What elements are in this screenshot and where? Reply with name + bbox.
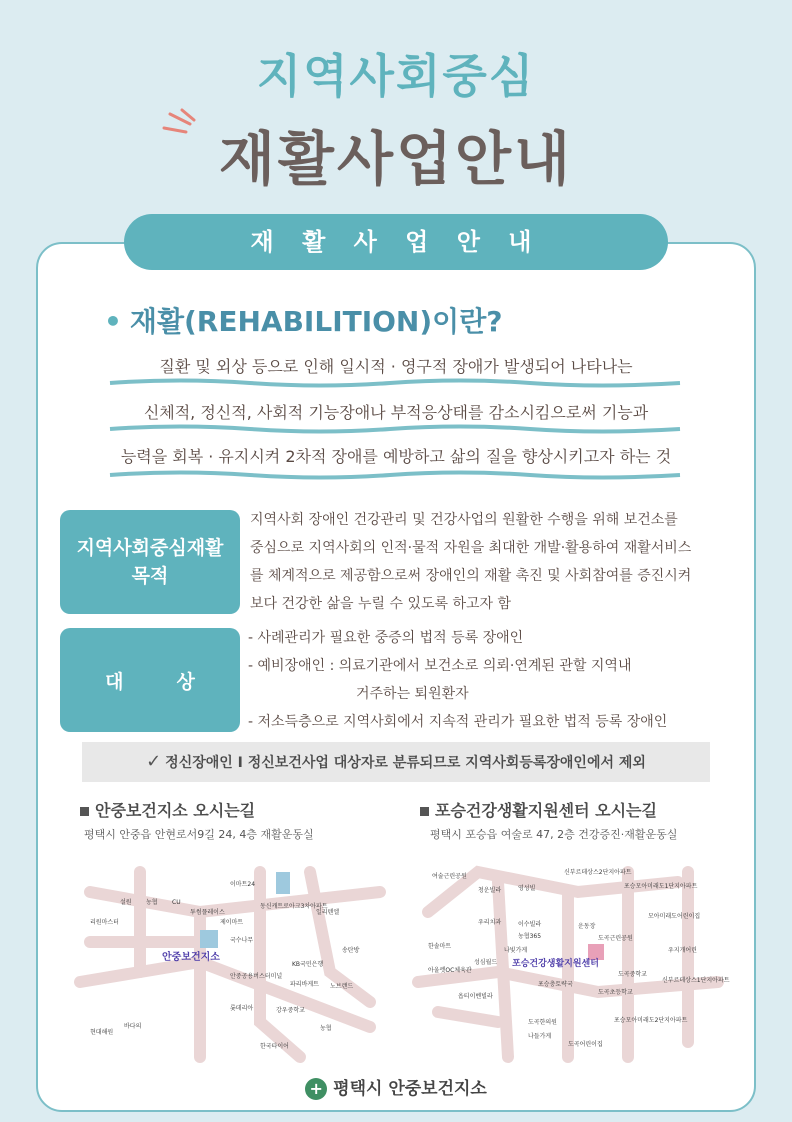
map-label: 도곡한의원 <box>528 1019 557 1026</box>
map-label: 도곡근린공원 <box>598 935 633 942</box>
map-label: 포승모아미래도1단지아파트 <box>624 883 698 890</box>
directions-address-poseung: 평택시 포승읍 여술로 47, 2층 건강증진·재활운동실 <box>430 828 678 841</box>
target-line: - 저소득층으로 지역사회에서 지속적 관리가 필요한 법적 등록 장애인 <box>248 714 668 730</box>
target-text <box>248 624 738 736</box>
map-label: 신부르데상스1단지아파트 <box>662 977 730 984</box>
rehab-heading-text: 재활(REHABILITION)이란? <box>129 305 503 338</box>
purpose-line: 보다 건강한 삶을 누릴 수 있도록 하고자 함 <box>250 596 512 612</box>
map-label: 한국타이어 <box>260 1043 289 1050</box>
map-label: 나빛가게 <box>504 947 528 954</box>
map-label: 설원 <box>120 899 132 906</box>
underline-wave <box>110 378 680 388</box>
map-label: 도곡어린이집 <box>568 1041 603 1048</box>
map-anjung <box>80 852 380 1057</box>
map-label: 파리바게트 <box>290 981 319 988</box>
map-highlight: 안중보건지소 <box>162 952 220 963</box>
bullet: • <box>104 305 122 338</box>
health-center-logo-icon: + <box>305 1078 327 1100</box>
map-label: 운동장 <box>578 923 596 930</box>
square-bullet-icon <box>80 807 89 816</box>
directions-title-anjung <box>80 798 255 821</box>
square-bullet-icon <box>420 807 429 816</box>
map-label: 농협 <box>146 899 158 906</box>
map-label: 송탄방 <box>342 947 360 954</box>
map-label: 한솔마트 <box>428 943 452 950</box>
rehab-line-3: 능력을 회복 · 유지시켜 2차적 장애를 예방하고 삶의 질을 향상시키고자 하는 것 <box>120 447 672 466</box>
map-label: 도곡초등학교 <box>598 989 633 996</box>
map-label: 청운빌라 <box>478 887 502 894</box>
map-label: 여술근린공원 <box>432 873 467 880</box>
directions-title-text: 안중보건지소 오시는길 <box>95 801 256 820</box>
page-title-line1: 지역사회중심 <box>256 49 536 103</box>
map-label: 영성빌 <box>518 885 536 892</box>
map-label: 노브랜드 <box>330 983 354 990</box>
map-label: 우지개어린 <box>668 947 697 954</box>
map-highlight: 포승건강생활지원센터 <box>512 959 599 969</box>
directions-address-anjung: 평택시 안중읍 안현로서9길 24, 4층 재활운동실 <box>84 828 314 841</box>
purpose-line: 중심으로 지역사회의 인적·물적 자원을 최대한 개발·활용하여 재활서비스 <box>250 540 692 556</box>
directions-title-text: 포승건강생활지원센터 오시는길 <box>435 801 657 820</box>
map-label: 포승모아미래도2단지아파트 <box>614 1017 688 1024</box>
rehab-line-2: 신체적, 정신적, 사회적 기능장애나 부적응상태를 감소시킴으로써 기능과 <box>143 403 649 422</box>
target-line: - 예비장애인 : 의료기관에서 보건소로 의뢰·연계된 관할 지역내 <box>248 658 632 674</box>
map-label: 신부르데상스2단지아파트 <box>564 869 632 876</box>
page-title-line2: 재활사업안내 <box>218 125 574 193</box>
section-banner: 재 활 사 업 안 내 <box>124 214 668 270</box>
exclusion-note-text: 정신장애인 I 정신보건사업 대상자로 분류되므로 지역사회등록장애인에서 제외 <box>165 755 646 771</box>
map-label: 안중공용버스터미널 <box>230 973 283 980</box>
map-label: 현대해원 <box>90 1029 114 1036</box>
map-label: 농협 <box>320 1025 332 1032</box>
map-label: 국수나무 <box>230 937 254 944</box>
footer-label: 평택시 안중보건지소 <box>333 1079 487 1099</box>
purpose-line: 를 체계적으로 제공함으로써 장애인의 재활 촉진 및 사회참여를 증진시켜 <box>250 568 692 584</box>
check-icon: ✓ <box>146 751 162 772</box>
purpose-label-line2: 목적 <box>131 565 169 587</box>
target-line: - 사례관리가 필요한 중증의 법적 등록 장애인 <box>248 630 524 646</box>
map-label: 아울렛OC체육관 <box>428 967 472 974</box>
building-icon <box>588 944 604 960</box>
map-label: 리원마스터 <box>90 919 119 926</box>
map-poseung <box>418 852 730 1057</box>
directions-title-poseung <box>420 798 657 821</box>
map-label: 강우중학교 <box>276 1007 305 1014</box>
map-label: CU <box>172 899 181 906</box>
building-icon <box>200 930 218 948</box>
map-label: 모아미래도어린이집 <box>648 913 701 920</box>
map-label: 이마트24 <box>230 881 256 888</box>
map-label: 이수빌라 <box>518 921 542 928</box>
map-label: KB국민은행 <box>292 961 324 968</box>
map-label: 제이마트 <box>220 919 244 926</box>
map-label: 롯데리아 <box>230 1005 254 1012</box>
map-label: 우리치과 <box>478 919 502 926</box>
map-label: 농협365 <box>518 933 542 940</box>
target-line: 거주하는 퇴원환자 <box>356 686 469 702</box>
footer <box>0 1074 792 1100</box>
map-label: 동신캐트로아크3차아파트 <box>260 903 328 910</box>
map-label: 도곡중학교 <box>618 971 647 978</box>
map-label: 옵티이벤빌라 <box>458 993 493 1000</box>
purpose-line: 지역사회 장애인 건강관리 및 건강사업의 원활한 수행을 위해 보건소를 <box>250 512 678 528</box>
purpose-label-line1: 지역사회중심재활 <box>76 537 224 559</box>
map-label: 일리텐엘 <box>316 909 340 916</box>
underline-wave <box>110 470 680 480</box>
map-label: 투썸플레이스 <box>190 909 225 916</box>
map-label: 나들가게 <box>528 1033 552 1040</box>
purpose-label <box>60 510 240 614</box>
target-label: 대 상 <box>60 628 240 732</box>
map-label: 성심월드 <box>474 959 498 966</box>
map-label: 바다의 <box>124 1023 142 1030</box>
rehab-line-1: 질환 및 외상 등으로 인해 일시적 · 영구적 장애가 발생되어 나타나는 <box>159 357 633 376</box>
underline-wave <box>110 424 680 434</box>
purpose-text <box>250 506 740 618</box>
building-icon <box>276 872 290 894</box>
exclusion-note <box>82 742 710 782</box>
map-label: 포승충토략국 <box>538 981 573 988</box>
rehab-heading <box>104 300 503 340</box>
